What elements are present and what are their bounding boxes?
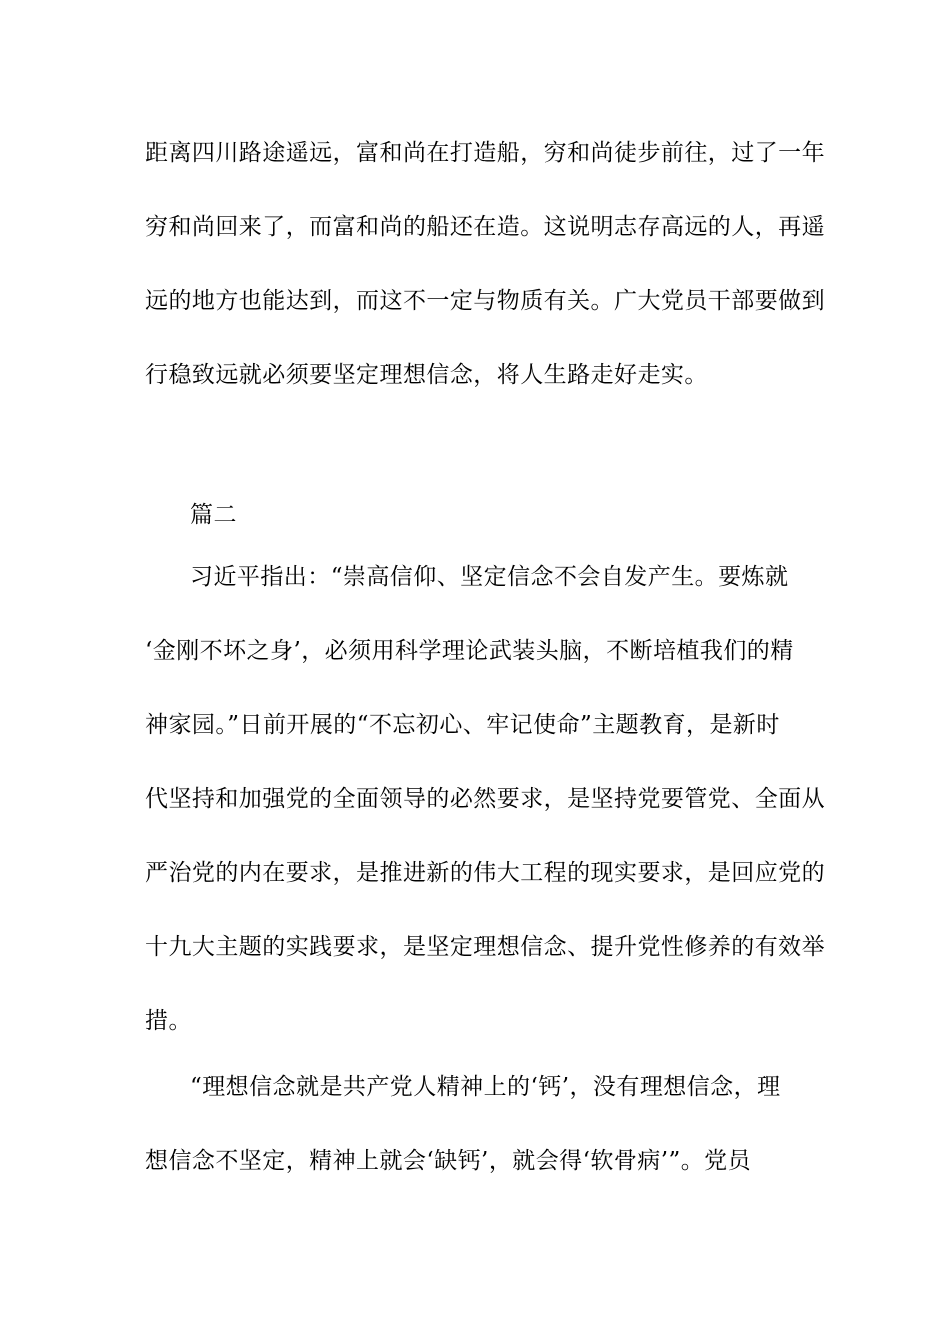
paragraph-3-line-1: “理想信念就是共产党人精神上的‘钙’，没有理想信念，理 xyxy=(190,1074,781,1100)
paragraph-2-line-3: 神家园。”日前开展的“不忘初心、牢记使命”主题教育，是新时 xyxy=(145,712,780,738)
paragraph-2-line-6: 十九大主题的实践要求，是坚定理想信念、提升党性修养的有效举 xyxy=(145,934,826,960)
paragraph-2-line-7: 措。 xyxy=(145,1008,192,1034)
paragraph-2-line-5: 严治党的内在要求，是推进新的伟大工程的现实要求，是回应党的 xyxy=(145,860,826,886)
section-heading: 篇二 xyxy=(190,502,237,528)
paragraph-3-line-2: 想信念不坚定，精神上就会‘缺钙’，就会得‘软骨病’”。党员 xyxy=(145,1148,752,1174)
paragraph-2-line-1: 习近平指出：“崇高信仰、坚定信念不会自发产生。要炼就 xyxy=(190,564,789,590)
paragraph-1-line-2: 穷和尚回来了，而富和尚的船还在造。这说明志存高远的人，再遥 xyxy=(145,214,826,240)
paragraph-1-line-1: 距离四川路途遥远，富和尚在打造船，穷和尚徒步前往，过了一年 xyxy=(145,140,826,166)
paragraph-2-line-4: 代坚持和加强党的全面领导的必然要求，是坚持党要管党、全面从 xyxy=(145,786,826,812)
paragraph-1-line-3: 远的地方也能达到，而这不一定与物质有关。广大党员干部要做到 xyxy=(145,288,826,314)
paragraph-2-line-2: ‘金刚不坏之身’，必须用科学理论武装头脑，不断培植我们的精 xyxy=(145,638,794,664)
paragraph-1-line-4: 行稳致远就必须要坚定理想信念，将人生路走好走实。 xyxy=(145,362,708,388)
